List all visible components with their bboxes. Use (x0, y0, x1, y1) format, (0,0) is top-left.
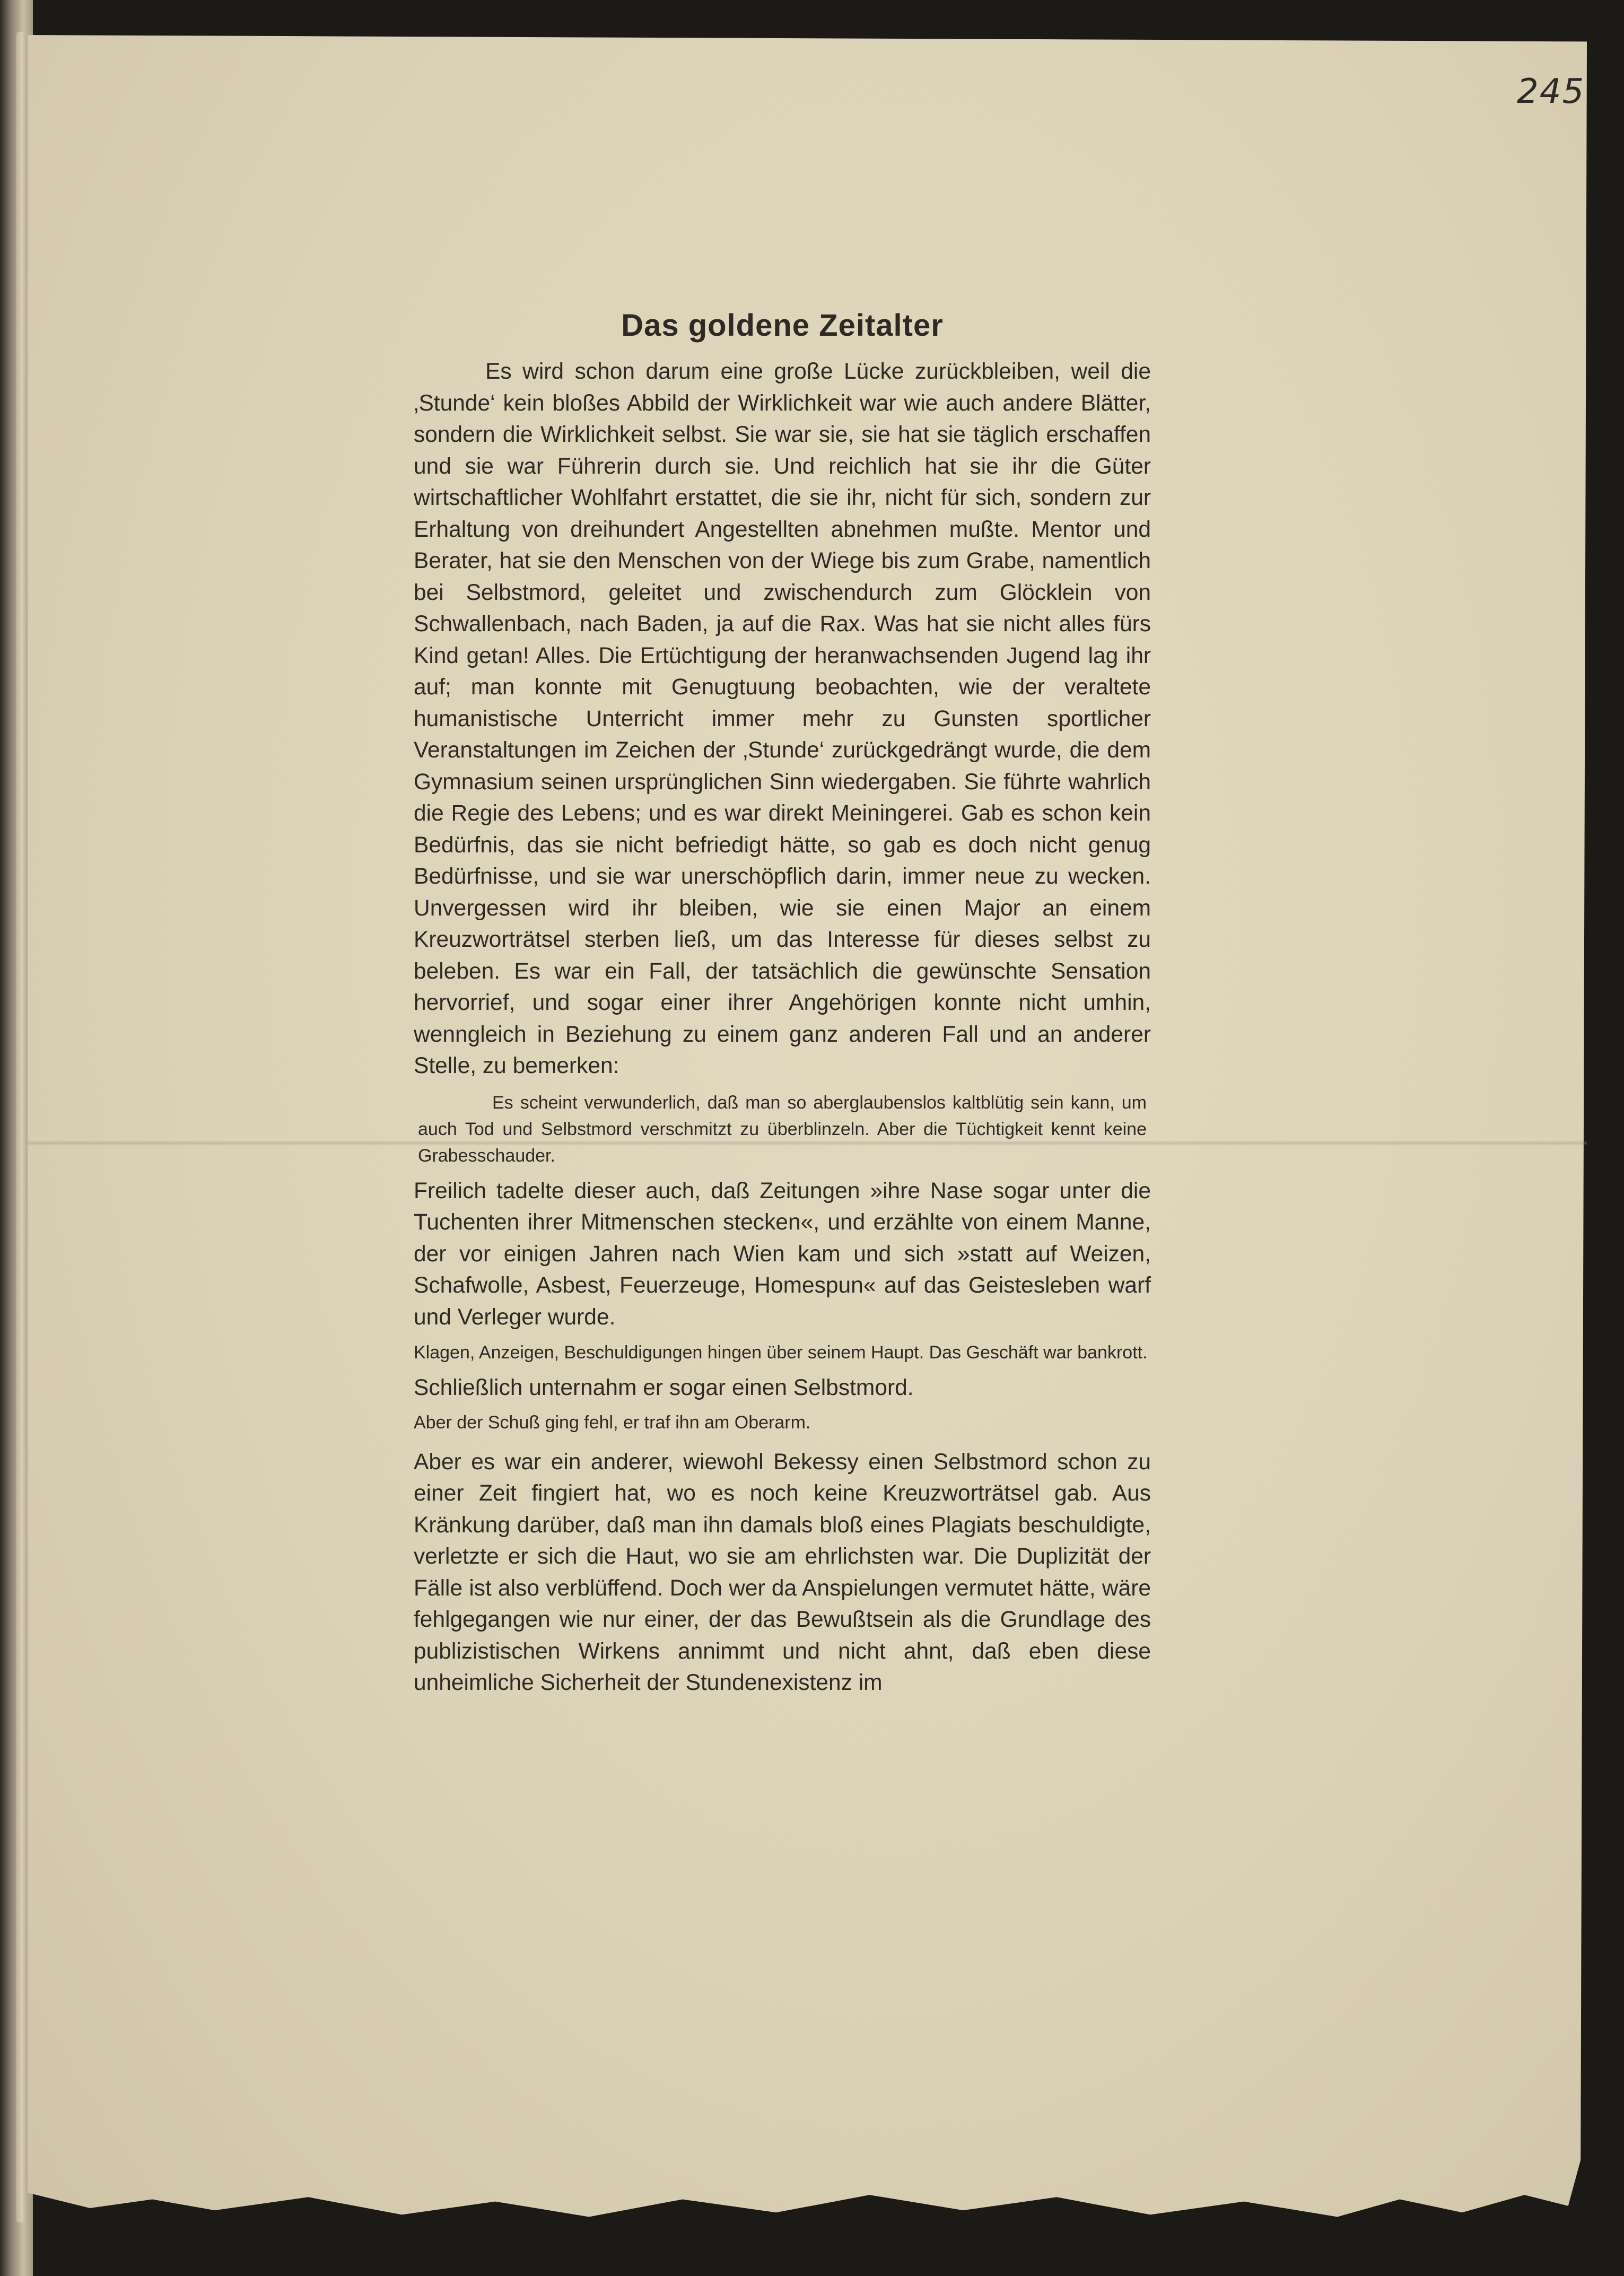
article-quote: Es scheint verwunderlich, daß man so aberglaubenslos kaltblütig sein kann, um auch Tod und Selbstmord verschmitzt zu überblinzeln. Aber die Tüchtigkeit kennt keine Grabesschauder. (418, 1092, 1147, 1166)
article-line: Schließlich unternahm er sogar einen Selbstmord. (414, 1375, 914, 1400)
article-title: Das goldene Zeitalter (621, 308, 944, 343)
article-paragraph: Es wird schon darum eine große Lücke zurückbleiben, weil die ‚Stunde‘ kein bloßes Abbild der Wirklichkeit war wie auch andere Blätter, sondern die Wirklichkeit selbst. Sie war sie, sie hat sie täglich erschaffen und sie war Führerin durch sie. Und reichlich hat sie ihr die Güter wirtschaftlicher Wohlfahrt erstattet, die sie ihr, nicht für sich, sondern zur Erhaltung von dreihundert Angestellten abnehmen mußte. Mentor und Berater, hat sie den Menschen von der Wiege bis zum Grabe, namentlich bei Selbstmord, geleitet und zwischendurch zum Glöcklein von Schwallenbach, nach Baden, ja auf die Rax. Was hat sie nicht alles fürs Kind getan! Alles. Die Ertüchtigung der heranwachsenden Jugend lag ihr auf; man konnte mit Genugtuung beobachten, wie der veraltete humanistische Unterricht immer mehr zu Gunsten sportlicher Veranstaltungen im Zeichen der ‚Stunde‘ zurückgedrängt wurde, die dem Gymnasium seinen ursprünglichen Sinn wiedergaben. Sie führte wahrlich die Regie des Lebens; und es war direkt Meiningerei. Gab es schon kein Bedürfnis, das sie nicht befriedigt hätte, so gab es doch nicht genug Bedürfnisse, und sie war unerschöpflich darin, immer neue zu wecken. Unvergessen wird ihr bleiben, wie sie einen Major an einem Kreuzworträtsel sterben ließ, um das Interesse für dieses selbst zu beleben. Es war ein Fall, der tatsächlich die gewünschte Sensation hervorrief, und sogar einer ihrer Angehörigen konnte nicht umhin, wenngleich in Beziehung zu einem ganz anderen Fall und an anderer Stelle, zu bemerken: (414, 359, 1151, 1078)
article-paragraph: Aber es war ein anderer, wiewohl Bekessy einen Selbstmord schon zu einer Zeit fingiert hat, wo es noch keine Kreuzworträtsel gab. Aus Kränkung darüber, daß man ihn damals bloß eines Plagiats beschuldigte, verletzte er sich die Haut, wo sie am ehrlichsten war. Die Duplizität der Fälle ist also verblüffend. Doch wer da Anspielungen vermutet hätte, wäre fehlgegangen wie nur einer, der das Bewußtsein als die Grundlage des publizistischen Wirkens annimmt und nicht ahnt, daß eben diese unheimliche Sicherheit der Stundenexistenz im (414, 1449, 1151, 1695)
page-number: 245 (1517, 72, 1585, 111)
spine-page-edge (16, 32, 28, 2222)
article-paragraph: Freilich tadelte dieser auch, daß Zeitungen »ihre Nase sogar unter die Tuchenten ihrer Mitmenschen stecken«, und erzählte von einem Manne, der vor einigen Jahren nach Wien kam und sich »statt auf Weizen, Schafwolle, Asbest, Feuerzeuge, Homespun« auf das Geistesleben warf und Verleger wurde. (414, 1178, 1151, 1330)
article (414, 308, 1151, 1699)
article-quote: Klagen, Anzeigen, Beschuldigungen hingen über seinem Haupt. Das Geschäft war bankrott. (414, 1342, 1148, 1363)
article-quote: Aber der Schuß ging fehl, er traf ihn am Oberarm. (414, 1412, 811, 1433)
